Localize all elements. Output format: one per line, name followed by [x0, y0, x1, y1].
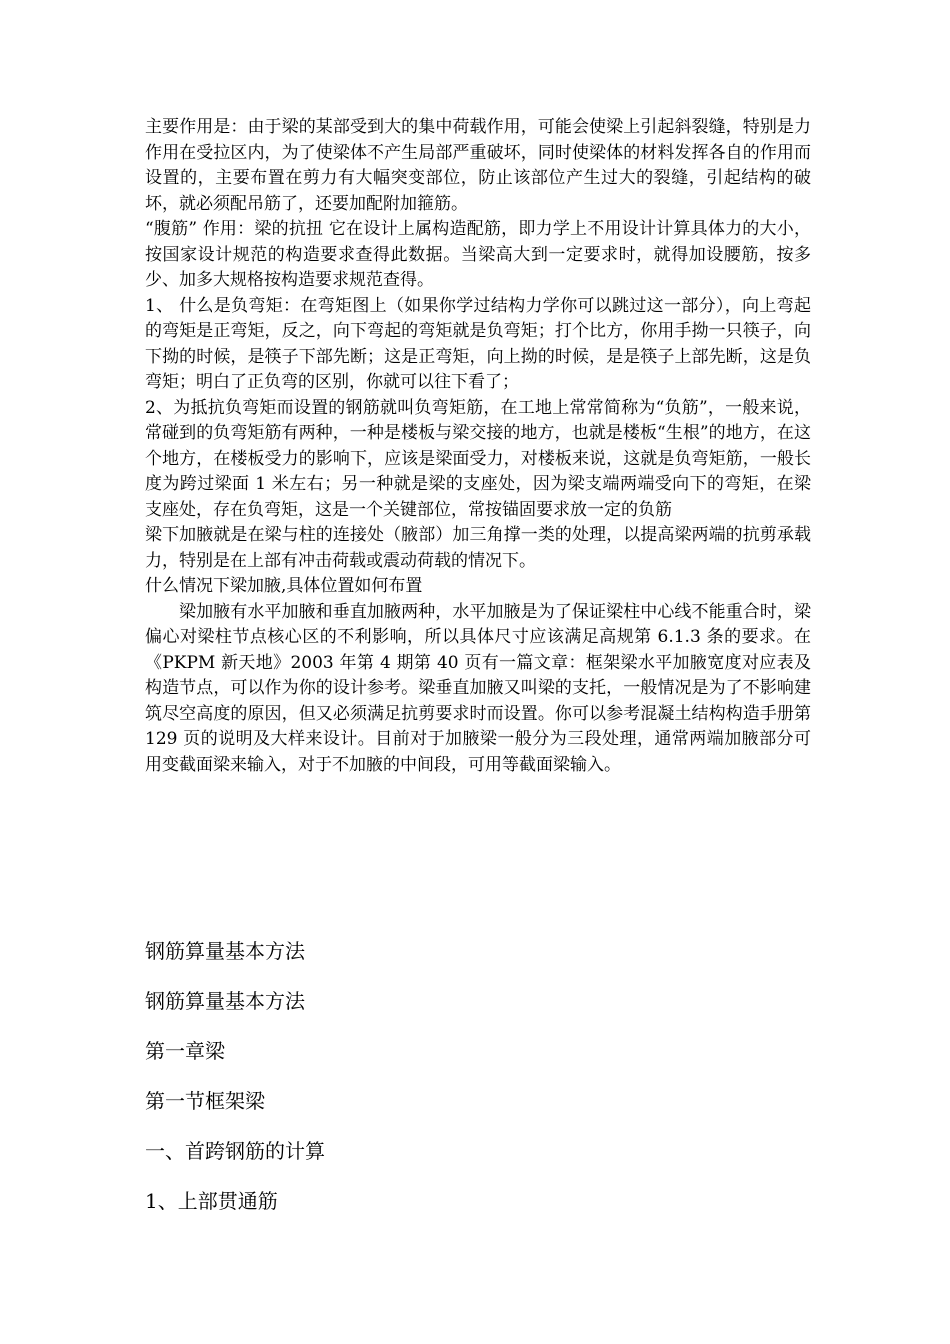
paragraph-haunch-answer: 梁加腋有水平加腋和垂直加腋两种，水平加腋是为了保证梁柱中心线不能重合时，梁偏心对梁柱节点核心区的不利影响，所以具体尺寸应该满足高规第 6.1.3 条的要求。在《PKPM 新天地》2003 年第 4 期第 40 页有一篇文章：框架梁水平加腋宽度对应表及构造节点，可以作为你的设计参考。梁垂直加腋又叫梁的支托，一般情况是为了不影响建筑尽空高度的原因，但又必须满足抗剪要求时而设置。你可以参考混凝土结构构造手册第 129 页的说明及大样来设计。目前对于加腋梁一般分为三段处理，通常两端加腋部分可用变截面梁来输入，对于不加腋的中间段，可用等截面梁输入。 — [145, 601, 811, 775]
heading-item: 1、上部贯通筋 — [145, 1189, 278, 1213]
heading-title-1: 钢筋算量基本方法 — [145, 939, 305, 963]
document-body — [145, 115, 811, 778]
heading-subsection: 一、首跨钢筋的计算 — [145, 1139, 325, 1163]
paragraph-haunch-definition: 梁下加腋就是在梁与柱的连接处（腋部）加三角撑一类的处理，以提高梁两端的抗剪承载力，特别是在上部有冲击荷载或震动荷载的情况下。 — [145, 525, 811, 571]
paragraph-haunch-question: 什么情况下梁加腋,具体位置如何布置 — [145, 576, 423, 596]
heading-section: 第一节框架梁 — [145, 1089, 265, 1113]
heading-title-2: 钢筋算量基本方法 — [145, 989, 305, 1013]
heading-chapter: 第一章梁 — [145, 1039, 225, 1063]
paragraph-hanger-bar-purpose: 主要作用是：由于梁的某部受到大的集中荷载作用，可能会使梁上引起斜裂缝，特别是力作用在受拉区内，为了使梁体不产生局部严重破坏，同时使梁体的材料发挥各自的作用而设置的，主要布置在剪力有大幅突变部位，防止该部位产生过大的裂缝，引起结构的破坏，就必须配吊筋了，还要加配附加箍筋。 — [145, 117, 811, 214]
section-headings — [145, 936, 811, 1236]
paragraph-web-bar-purpose: “腹筋” 作用：梁的抗扭 它在设计上属构造配筋，即力学上不用设计计算具体力的大小，按国家设计规范的构造要求查得此数据。当梁高大到一定要求时，就得加设腰筋，按多少、加多大规格按构造要求规范查得。 — [145, 219, 811, 290]
paragraph-negative-moment-definition: 1、 什么是负弯矩：在弯矩图上（如果你学过结构力学你可以跳过这一部分），向上弯起的弯矩是正弯矩，反之，向下弯起的弯矩就是负弯矩；打个比方，你用手拗一只筷子，向下拗的时候，是筷子下部先断；这是正弯矩，向上拗的时候，是是筷子上部先断，这是负弯矩；明白了正负弯的区别，你就可以往下看了； — [145, 295, 811, 392]
paragraph-negative-moment-bars: 2、为抵抗负弯矩而设置的钢筋就叫负弯矩筋，在工地上常常简称为“负筋”，一般来说，常碰到的负弯矩筋有两种，一种是楼板与梁交接的地方，也就是楼板“生根”的地方，在这个地方，在楼板受力的影响下，应该是梁面受力，对楼板来说，这就是负弯矩筋，一般长度为跨过梁面 1 米左右；另一种就是梁的支座处，因为梁支端两端受向下的弯矩，在梁支座处，存在负弯矩，这是一个关键部位，常按锚固要求放一定的负筋 — [145, 397, 811, 520]
